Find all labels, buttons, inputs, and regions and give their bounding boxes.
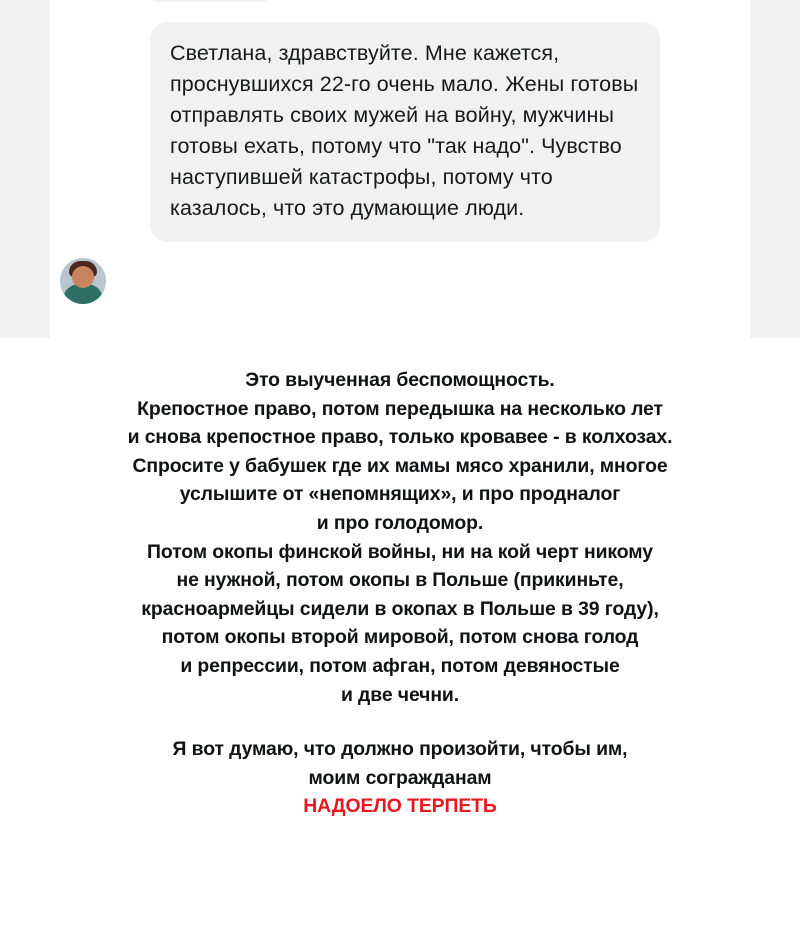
post-line: потом окопы второй мировой, потом снова голод bbox=[161, 626, 639, 649]
post-line: и репрессии, потом афган, потом девяностые bbox=[180, 654, 620, 677]
post-line: Я вот думаю, что должно произойти, чтобы им, bbox=[172, 738, 628, 761]
post-line: услышите от «непомнящих», и про продналог bbox=[179, 483, 621, 506]
quoted-chat-screenshot bbox=[0, 0, 800, 338]
paragraph-spacer bbox=[18, 709, 782, 735]
post-line: красноармейцы сидели в окопах в Польше в 39 году), bbox=[141, 597, 659, 620]
post-line: и две чечни. bbox=[340, 683, 460, 706]
avatar-face-shape bbox=[72, 266, 94, 288]
post-line: Потом окопы финской войны, ни на кой черт никому bbox=[147, 540, 653, 563]
post-line: и снова крепостное право, только кровавее - в колхозах. bbox=[127, 426, 673, 449]
post-paragraph-2 bbox=[18, 735, 782, 821]
chat-message-bubble bbox=[150, 22, 660, 242]
post-line: Крепостное право, потом передышка на несколько лет bbox=[137, 397, 663, 420]
avatar bbox=[60, 258, 106, 304]
chat-message-text: Светлана, здравствуйте. Мне кажется, проснувшихся 22-го очень мало. Жены готовы отправлять своих мужей на войну, мужчины готовы ехать, потому что "так надо". Чувство наступившей катастрофы, потому что казалось, что это думающие люди. bbox=[170, 41, 639, 220]
post-line: не нужной, потом окопы в Польше (прикиньте, bbox=[176, 569, 624, 592]
post-line: и про голодомор. bbox=[316, 511, 484, 534]
post-line: Это выученная беспомощность. bbox=[245, 369, 555, 391]
previous-message-stub bbox=[150, 0, 270, 2]
post-highlight-line: НАДОЕЛО ТЕРПЕТЬ bbox=[303, 795, 497, 818]
post-line: Спросите у бабушек где их мамы мясо хранили, многое bbox=[132, 454, 668, 477]
chat-card bbox=[50, 0, 750, 338]
post-paragraph-1 bbox=[18, 366, 782, 709]
post-text-block bbox=[0, 338, 800, 926]
post-line: моим согражданам bbox=[308, 766, 492, 789]
